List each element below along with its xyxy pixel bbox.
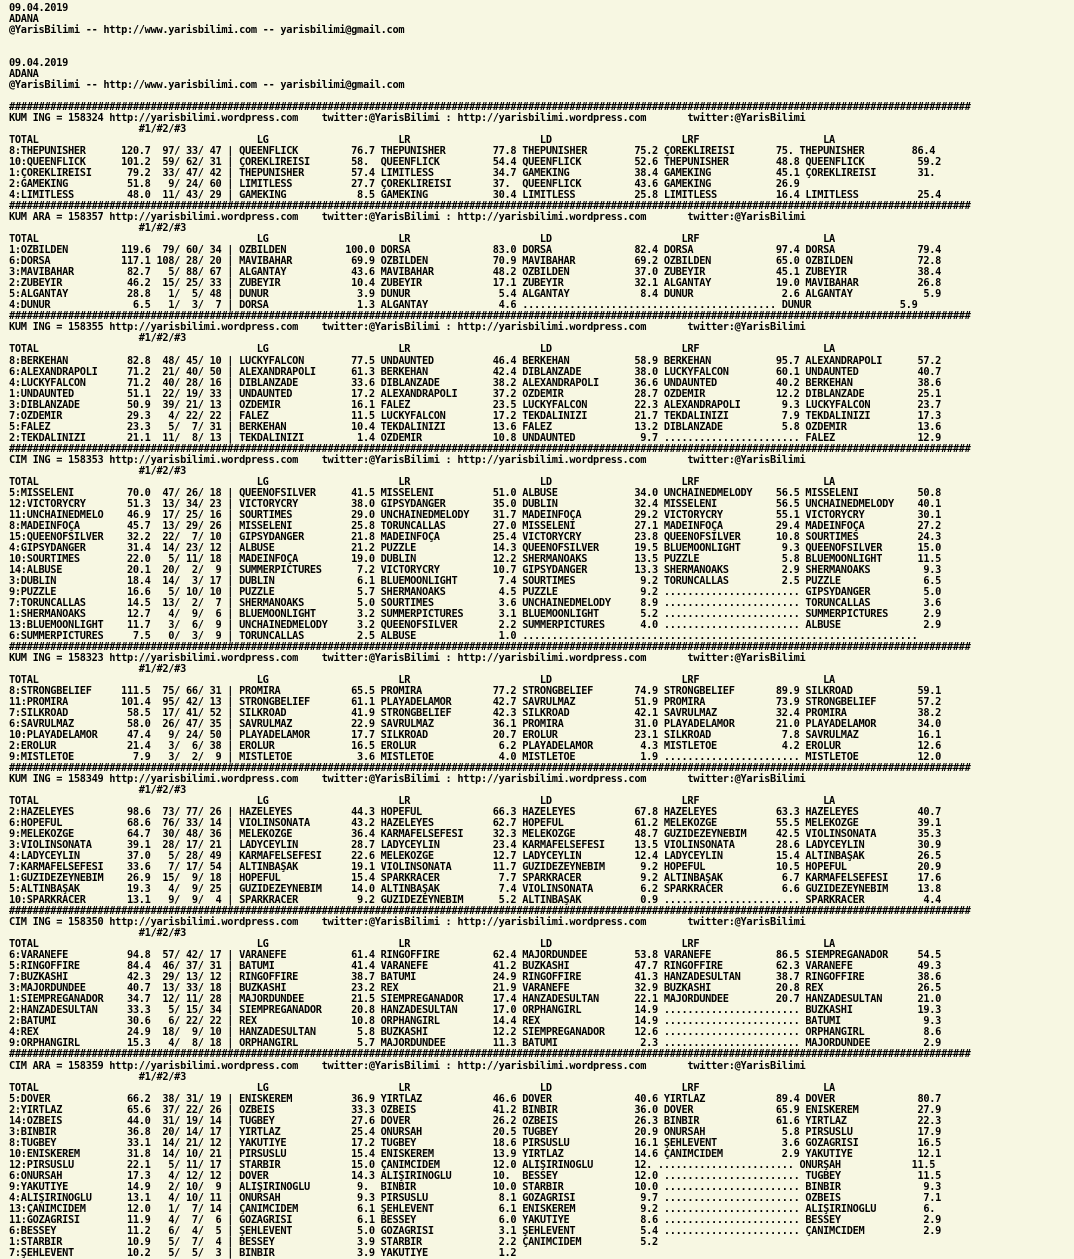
race-title: CIM ING = 158353 http://yarisbilimi.wordpress.com twitter:@YarisBilimi : http://yarisbilimi.wordpress.com twitter:@YarisBilimi <box>9 453 806 466</box>
race-row: 11:PROMIRA 101.4 95/ 42/ 13 | STRONGBELIEF 61.1 PLAYADELAMOR 42.7 SAVRULMAZ 51.9 PROMIRA 73.9 STRONGBELIEF 57.2 <box>9 695 942 708</box>
race-row: 10:QUEENFLICK 101.2 59/ 62/ 31 | ÇOREKLIREISI 58. QUEENFLICK 54.4 QUEENFLICK 52.6 THEPUNISHER 48.8 QUEENFLICK 59.2 <box>9 156 942 169</box>
race-row: 13:ÇANIMCIDEM 12.0 1/ 7/ 14 | ÇANIMCIDEM 6.1 ŞEHLEVENT 6.1 ENISKEREM 9.2 ....................... ALIŞIRINOGLU 6. <box>9 1202 936 1215</box>
race-row: 4:LADYCEYLIN 37.0 5/ 28/ 49 | KARMAFELSEFESI 22.6 MELEKOZGE 12.7 LADYCEYLIN 12.4 LADYCEYLIN 15.4 ALTINBAŞAK 26.5 <box>9 850 942 863</box>
race-row: 3:DIBLANZADE 50.9 39/ 21/ 13 | OZDEMIR 16.1 FALEZ 23.5 LUCKYFALCON 22.3 ALEXANDRAPOLI 9.3 LUCKYFALCON 23.7 <box>9 398 942 411</box>
race-row: 6:SUMMERPICTURES 7.5 0/ 3/ 9 | TORUNCALLAS 2.5 ALBUSE 1.0 ................................................................... <box>9 629 918 642</box>
race-row: 5:ALTINBAŞAK 19.3 4/ 9/ 25 | GUZIDEZEYNEBIM 14.0 ALTINBAŞAK 7.4 VIOLINSONATA 6.2 SPARKRACER 6.6 GUZIDEZEYNEBIM 13.8 <box>9 883 942 896</box>
race-row: 4:REX 24.9 18/ 9/ 10 | HANZADESULTAN 5.8 BUZKASHI 12.2 SIEMPREGANADOR 12.6 ....................... ORPHANGIRL 8.6 <box>9 1026 942 1039</box>
race-row: 13:BLUEMOONLIGHT 11.7 3/ 6/ 9 | UNCHAINEDMELODY 3.2 QUEENOFSILVER 2.2 SUMMERPICTURES 4.0 ....................... ALBUSE 2.9 <box>9 618 942 631</box>
race-columns: TOTAL LG LR LD LRF LA <box>9 134 835 147</box>
header-line: ADANA <box>9 68 39 81</box>
race-row: 9:MISTLETOE 7.9 3/ 2/ 9 | MISTLETOE 3.6 MISTLETOE 4.0 MISTLETOE 1.9 ....................... MISTLETOE 12.0 <box>9 751 942 764</box>
race-columns: TOTAL LG LR LD LRF LA <box>9 475 835 488</box>
race-row: 4:DUNUR 6.5 1/ 3/ 7 | DORSA 1.3 ALGANTAY 4.6 ........................................... DUNUR 5.9 <box>9 299 918 312</box>
race-row: 15:QUEENOFSILVER 32.2 22/ 7/ 10 | GIPSYDANGER 21.8 MADEINFOÇA 25.4 VICTORYCRY 23.8 QUEENOFSILVER 10.8 SOURTIMES 24.3 <box>9 530 942 543</box>
race-subheader: #1/#2/#3 <box>9 662 186 675</box>
race-row: 6:VARANEFE 94.8 57/ 42/ 17 | VARANEFE 61.4 RINGOFFIRE 62.4 MAJORDUNDEE 53.8 VARANEFE 86.5 SIEMPREGANADOR 54.5 <box>9 949 942 962</box>
race-row: 6:ONURSAH 17.3 4/ 12/ 12 | DOVER 14.3 ALIŞIRINOGLU 10. BESSEY 12.0 ....................... TUGBEY 11.5 <box>9 1169 942 1182</box>
race-title: KUM ING = 158324 http://yarisbilimi.wordpress.com twitter:@YarisBilimi : http://yarisbilimi.wordpress.com twitter:@YarisBilimi <box>9 112 806 125</box>
race-row: 8:STRONGBELIEF 111.5 75/ 66/ 31 | PROMIRA 65.5 PROMIRA 77.2 STRONGBELIEF 74.9 STRONGBELIEF 89.9 SILKROAD 59.1 <box>9 684 942 697</box>
race-columns: TOTAL LG LR LD LRF LA <box>9 233 835 246</box>
race-row: 2:TEKDALINIZI 21.1 11/ 8/ 13 | TEKDALINIZI 1.4 OZDEMIR 10.8 UNDAUNTED 9.7 ....................... FALEZ 12.9 <box>9 431 942 444</box>
race-row: 4:GIPSYDANGER 31.4 14/ 23/ 12 | ALBUSE 21.2 PUZZLE 14.3 QUEENOFSILVER 19.5 BLUEMOONLIGHT 9.3 QUEENOFSILVER 15.0 <box>9 541 942 554</box>
race-subheader: #1/#2/#3 <box>9 123 186 136</box>
race-subheader: #1/#2/#3 <box>9 1070 186 1083</box>
race-row: 1:OZBILDEN 119.6 79/ 60/ 34 | OZBILDEN 100.0 DORSA 83.0 DORSA 82.4 DORSA 97.4 DORSA 79.4 <box>9 244 942 257</box>
separator: ################################################################################################################################################################### <box>9 905 971 918</box>
race-subheader: #1/#2/#3 <box>9 464 186 477</box>
race-row: 12:VICTORYCRY 51.3 13/ 34/ 23 | VICTORYCRY 38.0 GIPSYDANGER 35.0 DUBLIN 32.4 MISSELENI 56.5 UNCHAINEDMELODY 40.1 <box>9 497 942 510</box>
race-row: 14:OZBEIS 44.0 31/ 19/ 14 | TUGBEY 27.6 DOVER 26.2 OZBEIS 26.3 BINBIR 61.6 YIRTLAZ 22.3 <box>9 1114 942 1127</box>
race-row: 2:HAZELEYES 98.6 73/ 77/ 26 | HAZELEYES 44.3 HOPEFUL 66.3 HAZELEYES 67.8 HAZELEYES 63.3 HAZELEYES 40.7 <box>9 806 942 819</box>
race-subheader: #1/#2/#3 <box>9 927 186 940</box>
race-row: 5:FALEZ 23.3 5/ 7/ 31 | BERKEHAN 10.4 TEKDALINIZI 13.6 FALEZ 13.2 DIBLANZADE 5.8 OZDEMIR 13.6 <box>9 420 942 433</box>
race-row: 7:KARMAFELSEFESI 33.6 7/ 17/ 54 | ALTINBAŞAK 19.1 VIOLINSONATA 11.7 GUZIDEZEYNEBIM 9.2 HOPEFUL 10.5 HOPEFUL 20.9 <box>9 861 942 874</box>
race-title: KUM ING = 158349 http://yarisbilimi.wordpress.com twitter:@YarisBilimi : http://yarisbilimi.wordpress.com twitter:@YarisBilimi <box>9 773 806 786</box>
header-line: 09.04.2019 <box>9 2 68 14</box>
race-row: 14:ALBUSE 20.1 20/ 2/ 9 | SUMMERPICTURES 7.2 VICTORYCRY 10.7 GIPSYDANGER 13.3 SHERMANOAKS 2.9 SHERMANOAKS 9.3 <box>9 563 942 576</box>
race-row: 2:ZUBEYIR 46.2 15/ 25/ 33 | ZUBEYIR 10.4 ZUBEYIR 17.1 ZUBEYIR 32.1 ALGANTAY 19.0 MAVIBAHAR 26.8 <box>9 277 942 290</box>
race-row: 1:STARBIR 10.9 5/ 7/ 4 | BESSEY 3.9 STARBIR 2.2 ÇANIMCIDEM 5.2 <box>9 1235 658 1248</box>
separator: ################################################################################################################################################################### <box>9 101 971 114</box>
race-row: 2:EROLUR 21.4 3/ 6/ 38 | EROLUR 16.5 EROLUR 6.2 PLAYADELAMOR 4.3 MISTLETOE 4.2 EROLUR 12.6 <box>9 740 942 753</box>
race-title: KUM ING = 158323 http://yarisbilimi.wordpress.com twitter:@YarisBilimi : http://yarisbilimi.wordpress.com twitter:@YarisBilimi <box>9 651 806 664</box>
race-row: 11:GOZAGRISI 11.9 4/ 7/ 6 | GOZAGRISI 6.1 BESSEY 6.0 YAKUTIYE 8.6 ....................... BESSEY 2.9 <box>9 1213 942 1226</box>
race-title: CIM ING = 158350 http://yarisbilimi.wordpress.com twitter:@YarisBilimi : http://yarisbilimi.wordpress.com twitter:@YarisBilimi <box>9 916 806 929</box>
race-row: 1:SIEMPREGANADOR 34.7 12/ 11/ 28 | MAJORDUNDEE 21.5 SIEMPREGANADOR 17.4 HANZADESULTAN 22.1 MAJORDUNDEE 20.7 HANZADESULTAN 21.0 <box>9 993 942 1006</box>
separator: ################################################################################################################################################################### <box>9 200 971 213</box>
race-row: 2:BATUMI 30.6 6/ 22/ 22 | REX 10.8 ORPHANGIRL 14.4 REX 14.9 ....................... BATUMI 9.3 <box>9 1015 942 1028</box>
header-line: ADANA <box>9 13 39 26</box>
race-row: 9:MELEKOZGE 64.7 30/ 48/ 36 | MELEKOZGE 36.4 KARMAFELSEFESI 32.3 MELEKOZGE 48.7 GUZIDEZEYNEBIM 42.5 VIOLINSONATA 35.3 <box>9 828 942 841</box>
race-row: 3:BINBIR 36.8 20/ 14/ 17 | YIRTLAZ 25.4 ONURSAH 20.5 TUGBEY 20.9 ONURSAH 5.8 PIRSUSLU 17.9 <box>9 1125 942 1138</box>
race-row: 1:SHERMANOAKS 12.7 4/ 9/ 6 | BLUEMOONLIGHT 3.2 SUMMERPICTURES 3.1 BLUEMOONLIGHT 5.2 ....................... SUMMERPICTURES 2.9 <box>9 607 942 620</box>
race-row: 4:ALIŞIRINOGLU 13.1 4/ 10/ 11 | ONURSAH 9.3 PIRSUSLU 8.1 GOZAGRISI 9.7 ....................... OZBEIS 7.1 <box>9 1191 942 1204</box>
race-row: 6:HOPEFUL 68.6 76/ 33/ 14 | VIOLINSONATA 43.2 HAZELEYES 62.7 HOPEFUL 61.2 MELEKOZGE 55.5 MELEKOZGE 39.1 <box>9 817 942 830</box>
race-row: 10:SOURTIMES 22.0 5/ 11/ 18 | MADEINFOÇA 19.0 DUBLIN 12.2 SHERMANOAKS 13.5 PUZZLE 5.8 BLUEMOONLIGHT 11.5 <box>9 552 942 565</box>
race-title: KUM ING = 158355 http://yarisbilimi.wordpress.com twitter:@YarisBilimi : http://yarisbilimi.wordpress.com twitter:@YarisBilimi <box>9 321 806 334</box>
race-row: 4:LUCKYFALCON 71.2 40/ 28/ 16 | DIBLANZADE 33.6 DIBLANZADE 38.2 ALEXANDRAPOLI 36.6 UNDAUNTED 40.2 BERKEHAN 38.6 <box>9 376 942 389</box>
race-row: 2:YIRTLAZ 65.6 37/ 22/ 26 | OZBEIS 33.3 OZBEIS 41.2 BINBIR 36.0 DOVER 65.9 ENISKEREM 27.9 <box>9 1103 942 1116</box>
race-row: 4:LIMITLESS 48.0 11/ 43/ 29 | GAMEKING 8.5 GAMEKING 30.4 LIMITLESS 25.8 LIMITLESS 16.4 LIMITLESS 25.4 <box>9 189 942 202</box>
race-columns: TOTAL LG LR LD LRF LA <box>9 938 835 951</box>
race-row: 9:YAKUTIYE 14.9 2/ 10/ 9 | ALIŞIRINOGLU 9. BINBIR 10.0 STARBIR 10.0 ....................... BINBIR 9.3 <box>9 1180 942 1193</box>
race-row: 6:BESSEY 11.2 6/ 4/ 5 | ŞEHLEVENT 5.0 GOZAGRISI 3.1 ŞEHLEVENT 5.4 ....................... ÇANIMCIDEM 2.9 <box>9 1224 942 1237</box>
race-title: CIM ARA = 158359 http://yarisbilimi.wordpress.com twitter:@YarisBilimi : http://yarisbilimi.wordpress.com twitter:@YarisBilimi <box>9 1059 806 1072</box>
race-subheader: #1/#2/#3 <box>9 222 186 235</box>
race-row: 1:GUZIDEZEYNEBIM 26.9 15/ 9/ 18 | HOPEFUL 15.4 SPARKRACER 7.7 SPARKRACER 9.2 ALTINBAŞAK 6.7 KARMAFELSEFESI 17.6 <box>9 872 942 885</box>
race-row: 6:ALEXANDRAPOLI 71.2 21/ 40/ 50 | ALEXANDRAPOLI 61.3 BERKEHAN 42.4 DIBLANZADE 38.0 LUCKYFALCON 60.1 UNDAUNTED 40.7 <box>9 365 942 378</box>
race-columns: TOTAL LG LR LD LRF LA <box>9 795 835 808</box>
race-row: 8:THEPUNISHER 120.7 97/ 33/ 47 | QUEENFLICK 76.7 THEPUNISHER 77.8 THEPUNISHER 75.2 ÇOREKLIREISI 75. THEPUNISHER 86.4 <box>9 145 936 158</box>
race-row: 3:DUBLIN 18.4 14/ 3/ 17 | DUBLIN 6.1 BLUEMOONLIGHT 7.4 SOURTIMES 9.2 TORUNCALLAS 2.5 PUZZLE 6.5 <box>9 574 942 587</box>
header-line: @YarisBilimi -- http://www.yarisbilimi.com -- yarisbilimi@gmail.com <box>9 24 405 37</box>
race-row: 3:MAVIBAHAR 82.7 5/ 88/ 67 | ALGANTAY 43.6 MAVIBAHAR 48.2 OZBILDEN 37.0 ZUBEYIR 45.1 ZUBEYIR 38.4 <box>9 266 942 279</box>
race-row: 10:PLAYADELAMOR 47.4 9/ 24/ 50 | PLAYADELAMOR 17.7 SILKROAD 20.7 EROLUR 23.1 SILKROAD 7.8 SAVRULMAZ 16.1 <box>9 729 942 742</box>
race-row: 9:PUZZLE 16.6 5/ 10/ 10 | PUZZLE 5.7 SHERMANOAKS 4.5 PUZZLE 9.2 ....................... GIPSYDANGER 5.0 <box>9 585 942 598</box>
header-line: 09.04.2019 <box>9 57 68 70</box>
race-row: 7:TORUNCALLAS 14.5 13/ 2/ 7 | SHERMANOAKS 5.0 SOURTIMES 3.6 UNCHAINEDMELODY 8.9 ....................... TORUNCALLAS 3.6 <box>9 596 942 609</box>
race-row: 7:SILKROAD 58.5 17/ 41/ 52 | SILKROAD 41.9 STRONGBELIEF 42.3 SILKROAD 42.1 SAVRULMAZ 32.4 PROMIRA 38.2 <box>9 707 942 719</box>
separator: ################################################################################################################################################################### <box>9 310 971 323</box>
race-columns: TOTAL LG LR LD LRF LA <box>9 1081 835 1094</box>
separator: ################################################################################################################################################################### <box>9 762 971 775</box>
race-row: 8:BERKEHAN 82.8 48/ 45/ 10 | LUCKYFALCON 77.5 UNDAUNTED 46.4 BERKEHAN 58.9 BERKEHAN 95.7 ALEXANDRAPOLI 57.2 <box>9 354 942 367</box>
race-row: 6:SAVRULMAZ 58.0 26/ 47/ 35 | SAVRULMAZ 22.9 SAVRULMAZ 36.1 PROMIRA 31.0 PLAYADELAMOR 21.0 PLAYADELAMOR 34.0 <box>9 718 942 731</box>
separator: ################################################################################################################################################################### <box>9 1048 971 1061</box>
race-row: 5:DOVER 66.2 38/ 31/ 19 | ENISKEREM 36.9 YIRTLAZ 46.6 DOVER 40.6 YIRTLAZ 89.4 DOVER 80.7 <box>9 1092 942 1105</box>
race-row: 2:GAMEKING 51.8 9/ 24/ 60 | LIMITLESS 27.7 ÇOREKLIREISI 37. QUEENFLICK 43.6 GAMEKING 26.9 <box>9 178 800 191</box>
race-columns: TOTAL LG LR LD LRF LA <box>9 673 835 686</box>
race-row: 1:ÇOREKLIREISI 79.2 33/ 47/ 42 | THEPUNISHER 57.4 LIMITLESS 34.7 GAMEKING 38.4 GAMEKING 45.1 ÇOREKLIREISI 31. <box>9 167 936 180</box>
header-line <box>9 36 971 47</box>
race-row: 8:TUGBEY 33.1 14/ 21/ 12 | YAKUTIYE 17.2 TUGBEY 18.6 PIRSUSLU 16.1 ŞEHLEVENT 3.6 GOZAGRISI 16.5 <box>9 1136 942 1149</box>
race-row: 5:ALGANTAY 28.8 1/ 5/ 48 | DUNUR 3.9 DUNUR 5.4 ALGANTAY 8.4 DUNUR 2.6 ALGANTAY 5.9 <box>9 288 942 301</box>
race-report <box>9 3 971 1259</box>
race-row: 5:RINGOFFIRE 84.4 46/ 37/ 31 | BATUMI 41.4 VARANEFE 41.2 BUZKASHI 47.7 RINGOFFIRE 62.3 VARANEFE 49.3 <box>9 960 942 973</box>
header-line: @YarisBilimi -- http://www.yarisbilimi.com -- yarisbilimi@gmail.com <box>9 79 405 92</box>
race-row: 7:OZDEMIR 29.3 4/ 22/ 22 | FALEZ 11.5 LUCKYFALCON 17.2 TEKDALINIZI 21.7 TEKDALINIZI 7.9 TEKDALINIZI 17.3 <box>9 409 942 422</box>
race-row: 10:SPARKRACER 13.1 9/ 9/ 4 | SPARKRACER 9.2 GUZIDEZEYNEBIM 5.2 ALTINBAŞAK 0.9 ....................... SPARKRACER 4.4 <box>9 894 942 907</box>
race-title: KUM ARA = 158357 http://yarisbilimi.wordpress.com twitter:@YarisBilimi : http://yarisbilimi.wordpress.com twitter:@YarisBilimi <box>9 211 806 224</box>
race-row: 12:PIRSUSLU 22.1 5/ 11/ 17 | STARBIR 15.0 ÇANIMCIDEM 12.0 ALIŞIRINOGLU 12. ....................... ONURŞAH 11.5 <box>9 1158 936 1171</box>
race-columns: TOTAL LG LR LD LRF LA <box>9 343 835 356</box>
separator: ################################################################################################################################################################### <box>9 640 971 653</box>
header-line <box>9 47 971 58</box>
race-subheader: #1/#2/#3 <box>9 332 186 345</box>
race-row: 5:MISSELENI 70.0 47/ 26/ 18 | QUEENOFSILVER 41.5 MISSELENI 51.0 ALBUSE 34.0 UNCHAINEDMELODY 56.5 MISSELENI 50.8 <box>9 486 942 499</box>
race-subheader: #1/#2/#3 <box>9 784 186 797</box>
race-row: 8:MADEINFOÇA 45.7 13/ 29/ 26 | MISSELENI 25.8 TORUNCALLAS 27.0 MISSELENI 27.1 MADEINFOÇA 29.4 MADEINFOÇA 27.2 <box>9 519 942 532</box>
race-row: 7:BUZKASHI 42.3 29/ 13/ 12 | RINGOFFIRE 38.7 BATUMI 24.9 RINGOFFIRE 41.3 HANZADESULTAN 38.7 RINGOFFIRE 38.6 <box>9 971 942 984</box>
race-row: 2:HANZADESULTAN 33.3 5/ 15/ 34 | SIEMPREGANADOR 20.8 HANZADESULTAN 17.0 ORPHANGIRL 14.9 ....................... BUZKASHI 19.3 <box>9 1004 942 1017</box>
race-row: 3:MAJORDUNDEE 40.7 13/ 33/ 18 | BUZKASHI 23.2 REX 21.9 VARANEFE 32.9 BUZKASHI 20.8 REX 26.5 <box>9 982 942 995</box>
race-row: 10:ENISKEREM 31.8 14/ 10/ 21 | PIRSUSLU 15.4 ENISKEREM 13.9 YIRTLAZ 14.6 ÇANIMCIDEM 2.9 YAKUTIYE 12.1 <box>9 1147 942 1160</box>
race-row: 1:UNDAUNTED 51.1 22/ 19/ 33 | UNDAUNTED 17.2 ALEXANDRAPOLI 37.2 OZDEMIR 28.7 OZDEMIR 12.2 DIBLANZADE 25.1 <box>9 387 942 400</box>
race-row: 7:ŞEHLEVENT 10.2 5/ 5/ 3 | BINBIR 3.9 YAKUTIYE 1.2 <box>9 1246 517 1259</box>
race-row: 6:DORSA 117.1 108/ 28/ 20 | MAVIBAHAR 69.9 OZBILDEN 70.9 MAVIBAHAR 69.2 OZBILDEN 65.0 OZBILDEN 72.8 <box>9 255 942 268</box>
separator: ################################################################################################################################################################### <box>9 442 971 455</box>
race-row: 9:ORPHANGIRL 15.3 4/ 8/ 18 | ORPHANGIRL 5.7 MAJORDUNDEE 11.3 BATUMI 2.3 ....................... MAJORDUNDEE 2.9 <box>9 1037 942 1050</box>
race-row: 11:UNCHAINEDMELO 46.9 17/ 25/ 16 | SOURTIMES 29.0 UNCHAINEDMELODY 31.7 MADEINFOÇA 29.2 VICTORYCRY 55.1 VICTORYCRY 30.1 <box>9 508 942 521</box>
race-row: 3:VIOLINSONATA 39.1 28/ 17/ 21 | LADYCEYLIN 28.7 LADYCEYLIN 23.4 KARMAFELSEFESI 13.5 VIOLINSONATA 28.6 LADYCEYLIN 30.9 <box>9 839 942 852</box>
